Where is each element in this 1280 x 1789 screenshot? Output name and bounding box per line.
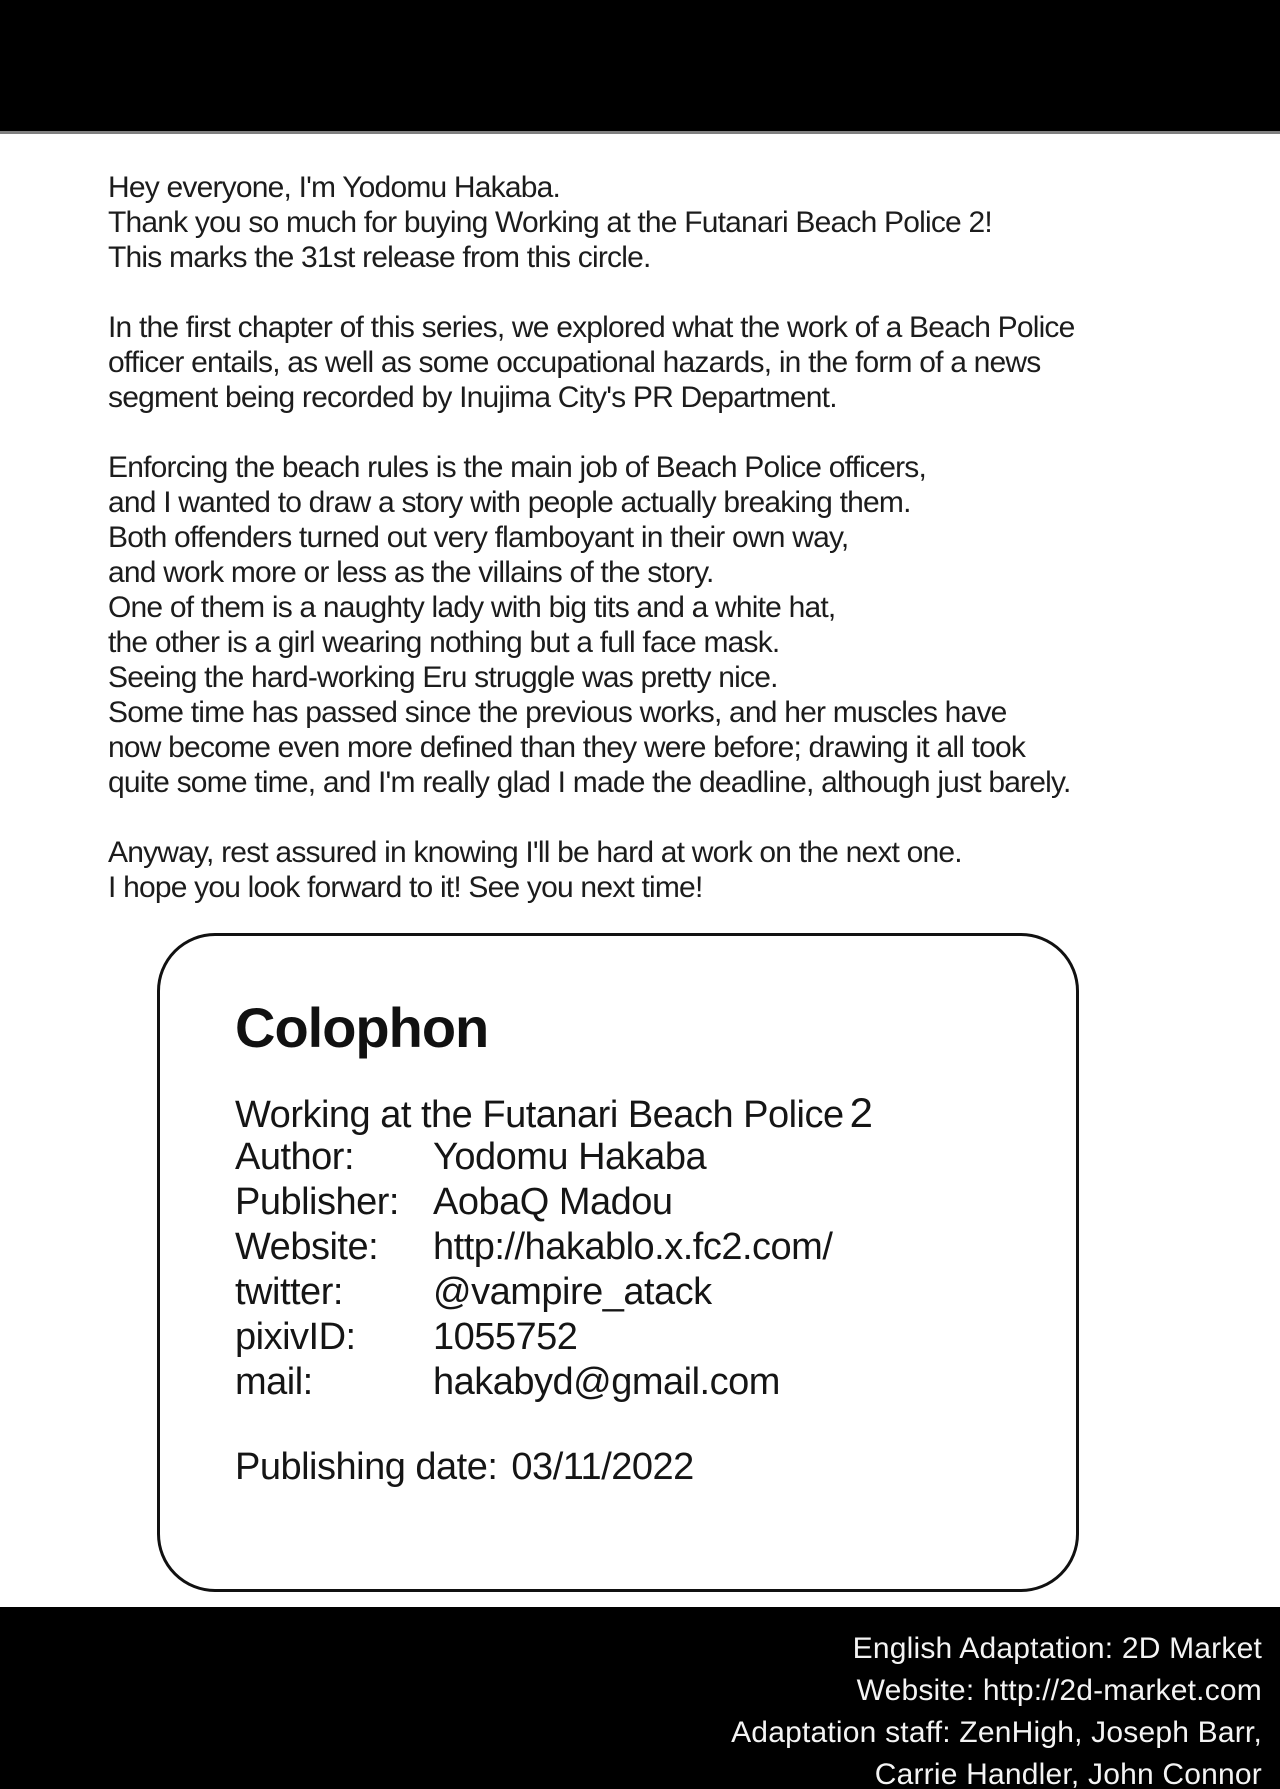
afterword-line: In the first chapter of this series, we explored what the work of a Beach Police — [108, 311, 1075, 344]
colophon-rows — [235, 1135, 832, 1405]
afterword-line: I hope you look forward to it! See you next time! — [108, 871, 703, 904]
colophon-row-value: AobaQ Madou — [433, 1181, 673, 1223]
footer-credit-line: Adaptation staff: ZenHigh, Joseph Barr, — [731, 1716, 1262, 1749]
footer-credit-line: English Adaptation: 2D Market — [852, 1632, 1262, 1665]
colophon-row — [235, 1180, 832, 1225]
top-black-bar — [0, 0, 1280, 134]
afterword-paragraph — [108, 170, 1268, 275]
afterword-paragraph — [108, 310, 1268, 415]
afterword-line: the other is a girl wearing nothing but a full face mask. — [108, 626, 780, 659]
colophon-row-value: hakabyd@gmail.com — [433, 1361, 780, 1403]
afterword-line: and work more or less as the villains of the story. — [108, 556, 714, 589]
afterword-paragraph — [108, 835, 1268, 905]
colophon-row — [235, 1225, 832, 1270]
colophon-heading: Colophon — [235, 996, 489, 1059]
colophon-row-value: Yodomu Hakaba — [433, 1136, 707, 1178]
afterword-line: Hey everyone, I'm Yodomu Hakaba. — [108, 171, 561, 204]
colophon-row — [235, 1315, 832, 1360]
afterword-line: One of them is a naughty lady with big tits and a white hat, — [108, 591, 836, 624]
colophon-row-label: Publisher: — [235, 1181, 399, 1223]
colophon-row-value: http://hakablo.x.fc2.com/ — [433, 1226, 833, 1268]
afterword-line: Some time has passed since the previous works, and her muscles have — [108, 696, 1007, 729]
book-title-text: Working at the Futanari Beach Police — [235, 1094, 844, 1136]
afterword-line: officer entails, as well as some occupational hazards, in the form of a news — [108, 346, 1041, 379]
footer-credits — [731, 1628, 1262, 1789]
afterword-paragraph — [108, 450, 1268, 800]
book-title-number: 2 — [849, 1089, 873, 1136]
colophon-row-label: Author: — [235, 1136, 355, 1178]
afterword-line: Thank you so much for buying Working at the Futanari Beach Police 2! — [108, 206, 992, 239]
colophon-row — [235, 1360, 832, 1405]
book-title — [235, 1090, 873, 1138]
afterword-text — [108, 170, 1268, 940]
colophon-row-label: twitter: — [235, 1271, 343, 1313]
colophon-box — [157, 933, 1079, 1592]
afterword-line: Enforcing the beach rules is the main job of Beach Police officers, — [108, 451, 926, 484]
afterword-line: and I wanted to draw a story with people actually breaking them. — [108, 486, 911, 519]
publishing-date-label: Publishing date: — [235, 1446, 498, 1488]
afterword-line: Both offenders turned out very flamboyant in their own way, — [108, 521, 849, 554]
afterword-line: quite some time, and I'm really glad I made the deadline, although just barely. — [108, 766, 1071, 799]
colophon-row-value: 1055752 — [433, 1316, 578, 1358]
colophon-row-label: Website: — [235, 1226, 379, 1268]
publishing-date — [235, 1445, 694, 1490]
afterword-line: segment being recorded by Inujima City's PR Department. — [108, 381, 837, 414]
afterword-line: This marks the 31st release from this circle. — [108, 241, 651, 274]
colophon-row-label: pixivID: — [235, 1316, 356, 1358]
footer-credit-line: Carrie Handler, John Connor — [874, 1758, 1262, 1789]
footer-credit-line: Website: http://2d-market.com — [856, 1674, 1262, 1707]
afterword-line: now become even more defined than they were before; drawing it all took — [108, 731, 1026, 764]
colophon-row-label: mail: — [235, 1361, 313, 1403]
publishing-date-value: 03/11/2022 — [511, 1446, 694, 1488]
afterword-line: Anyway, rest assured in knowing I'll be hard at work on the next one. — [108, 836, 962, 869]
afterword-line: Seeing the hard-working Eru struggle was pretty nice. — [108, 661, 778, 694]
footer-black-bar — [0, 1607, 1280, 1789]
colophon-row — [235, 1270, 832, 1315]
colophon-row-value: @vampire_atack — [433, 1271, 712, 1313]
colophon-row — [235, 1135, 832, 1180]
